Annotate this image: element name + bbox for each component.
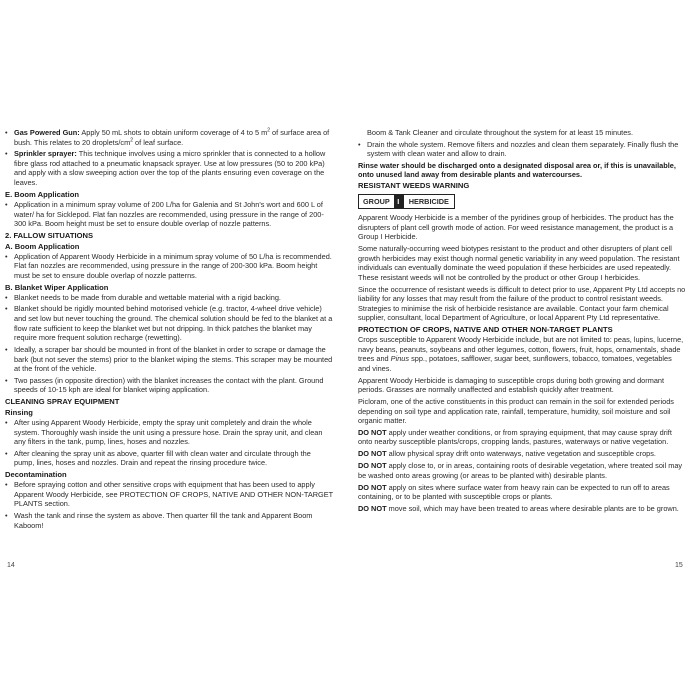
left-page	[5, 128, 333, 568]
do-not-3: DO NOT apply close to, or in areas, containing roots of desirable vegetation, where treated soil may be washed onto areas growing (or areas to be planted with) desirable plants.	[358, 461, 683, 480]
resistant-paragraph-1: Apparent Woody Herbicide is a member of the pyridines group of herbicides. The product has the disrupters of plant cell growth mode of action. For weed resistance management, the product is a Group I Herbicide.	[358, 213, 674, 242]
group-label: GROUP	[363, 196, 390, 206]
do-not-2: DO NOT allow physical spray drift onto waterways, native vegetation and susceptible crops.	[358, 449, 656, 459]
wiper-item-4: • Two passes (in opposite direction) with the blanket increases the contact with the plant. Ground speeds of 10-15 kph are ideal for blanket wiping application.	[5, 376, 333, 395]
herbicide-group-badge	[358, 194, 455, 209]
do-not-1: DO NOT apply under weather conditions, or from spraying equipment, that may cause spray drift onto nearby susceptible plants/crops, cropping lands, pastures, waterways or native vegetation.	[358, 427, 672, 447]
drain-item: • Drain the whole system. Remove filters and nozzles and clean them separately. Finally flush the system with clean water and allow to drain.	[358, 140, 686, 159]
fallow-boom-item: • Application of Apparent Woody Herbicide in a minimum spray volume of 50 L/ha is recommended. Flat fan nozzles are recommended, using pressure in the range of 200-300 kPa. Boom height must be set to ensure double overlap of nozzle patterns.	[5, 252, 333, 281]
cleaning-heading: CLEANING SPRAY EQUIPMENT	[5, 397, 120, 407]
group-value: I	[394, 195, 403, 208]
do-not-5: DO NOT move soil, which may have been treated to areas where desirable plants are to be grown.	[358, 503, 679, 513]
protection-paragraph-3: Picloram, one of the active constituents in this product can remain in the soil for extended periods depending on soil type and application rate, rainfall, temperature, humidity, soil moisture and soil organic matter.	[358, 397, 674, 426]
resistant-heading: RESISTANT WEEDS WARNING	[358, 181, 470, 191]
rinsing-heading: Rinsing	[5, 407, 33, 417]
resistant-paragraph-2: Some naturally-occurring weed biotypes resistant to the product and other disrupters of plant cell growth herbicides may exist though normal genetic variability in any weed population. The resistant individuals can eventually dominate the weed population if these herbicides are used repeatedly. These resistant weeds will not be controlled by the product or other Group I herbicides.	[358, 244, 680, 282]
rinsing-item-1: • After using Apparent Woody Herbicide, empty the spray unit completely and drain the whole system. Thoroughly wash inside the unit using a pressure hose. Drain the spray unit, and clean any filters in the tank, pump, lines, hoses and nozzles.	[5, 418, 333, 447]
sprinkler-item: • Sprinkler sprayer: This technique involves using a micro sprinkler that is connected to a hollow fibre glass rod attached to a pneumatic knapsack sprayer. Use at low pressures (50 to 200 kPa) and apply with a slow sweeping action over the top of the plants ensuring even coverage on the leaves.	[5, 149, 333, 187]
decon-item-1: • Before spraying cotton and other sensitive crops with equipment that has been used to apply Apparent Woody Herbicide, see PROTECTION OF CROPS, NATIVE AND OTHER NON-TARGET PLANTS section.	[5, 480, 333, 509]
protection-paragraph-2: Apparent Woody Herbicide is damaging to susceptible crops during both growing and dormant periods. Grasses are normally unaffected and establish quickly after treatment.	[358, 375, 665, 395]
do-not-4: DO NOT apply on sites where surface water from heavy rain can be expected to run off to areas containing, or to be planted with susceptible crops or plants.	[358, 482, 670, 502]
sprinkler-label: Sprinkler sprayer:	[14, 149, 77, 159]
protection-heading: PROTECTION OF CROPS, NATIVE AND OTHER NON-TARGET PLANTS	[358, 325, 613, 335]
page-number-left: 14	[7, 562, 15, 569]
fallow-heading: 2. FALLOW SITUATIONS	[5, 230, 94, 240]
gas-gun-item: • Gas Powered Gun: Apply 50 mL shots to obtain uniform coverage of 4 to 5 $m^2$ of surface area of bush. This relates to 20 droplets/$cm^2$ of leaf surface.	[5, 128, 333, 147]
page-number-right: 15	[675, 562, 683, 569]
rinsing-item-2: • After cleaning the spray unit as above, quarter fill with clean water and circulate through the pump, lines, hoses and nozzles. Drain and repeat the rinsing procedure twice.	[5, 449, 333, 468]
decon-item-2: • Wash the tank and rinse the system as above. Then quarter fill the tank and Apparent Boom Kaboom!	[5, 511, 333, 530]
fallow-boom-heading: A. Boom Application	[5, 241, 80, 251]
decon-heading: Decontamination	[5, 470, 67, 480]
right-page	[358, 128, 686, 568]
gas-gun-label: Gas Powered Gun:	[14, 128, 80, 137]
wiper-item-1: • Blanket needs to be made from durable and wettable material with a rigid backing.	[5, 293, 333, 303]
wiper-item-2: • Blanket should be rigidly mounted behind motorised vehicle (e.g. tractor, 4-wheel drive vehicle) and set low but never touching the ground. The chemical solution should be fed to the blanket at a flow rate sufficient to keep the blanket wet but not dripping. In thick patches the blanket may require more frequent solution recharge (rewetting).	[5, 304, 333, 342]
boom-heading: E. Boom Application	[5, 189, 79, 199]
resistant-paragraph-3: Since the occurrence of resistant weeds is difficult to detect prior to use, Apparent Pty Ltd accepts no liability for any losses that may result from the failure of the product to control resistant weeds. Strategies to minimise the risk of herbicide resistance are available. Contact your farm chemical supplier, consultant, local Department of Agriculture, or local Apparent Pty Ltd representative.	[358, 284, 686, 323]
group-type: HERBICIDE	[403, 195, 454, 208]
protection-paragraph-1: Crops susceptible to Apparent Woody Herbicide include, but are not limited to: peas, lupins, lucerne, navy beans, peanuts, soybeans and other legumes, cotton, flowers, fruit, hops, ornamentals, shade trees and Pinus spp., potatoes, safflower, sugar beet, sunflowers, tobacco, tomatoes, vegetables and vines.	[358, 335, 684, 373]
rinse-warning: Rinse water should be discharged onto a designated disposal area or, if this is unavailable, onto unused land away from desirable plants and watercourses.	[358, 160, 676, 180]
boom-item: • Application in a minimum spray volume of 200 L/ha for Galenia and St John's wort and 600 L of water/ ha for Sicklepod. Flat fan nozzles are recommended, using pressure in the range of 200-300 kPa. Boom height must be set to ensure double overlap of nozzle patterns.	[5, 200, 333, 229]
wiper-item-3: • Ideally, a scraper bar should be mounted in front of the blanket in order to scrape or damage the bark (but not sever the stems) prior to the blanket wiping the stems. This scraper may be mounted at the front of the vehicle.	[5, 345, 333, 374]
cleaner-continuation: Boom & Tank Cleaner and circulate throughout the system for at least 15 minutes.	[367, 128, 634, 137]
wiper-heading: B. Blanket Wiper Application	[5, 282, 109, 292]
